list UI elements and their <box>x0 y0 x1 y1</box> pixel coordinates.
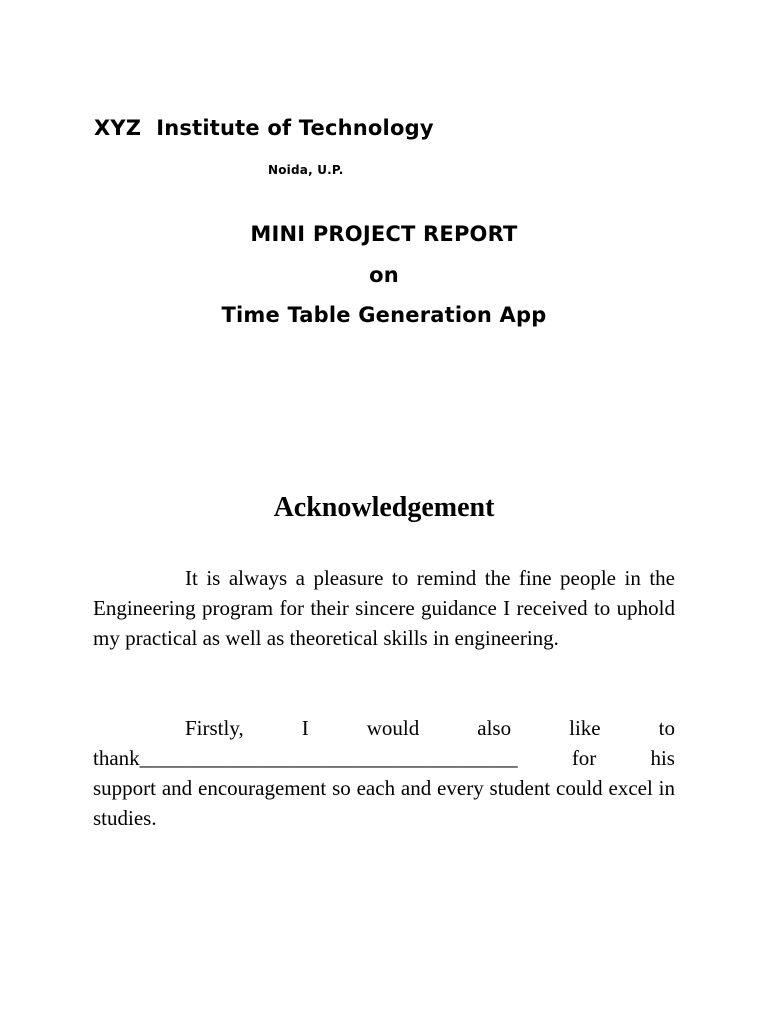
word-would: would <box>366 716 420 740</box>
word-for: for <box>571 746 597 770</box>
word-to: to <box>658 716 675 740</box>
institute-name: XYZ Institute of Technology <box>94 116 434 140</box>
word-i: I <box>301 716 309 740</box>
word-his: his <box>650 746 675 770</box>
project-title: Time Table Generation App <box>221 303 547 327</box>
thank-blank: thank____________________________________ <box>93 746 518 770</box>
institute-location: Noida, U.P. <box>268 163 344 177</box>
paragraph-2-line-1 <box>93 713 675 743</box>
acknowledgement-paragraph-2 <box>93 713 675 833</box>
report-type: MINI PROJECT REPORT <box>250 222 518 246</box>
paragraph-2-rest: support and encouragement so each and every student could excel in studies. <box>93 776 675 830</box>
paragraph-2-word <box>93 713 244 743</box>
report-on: on <box>369 263 399 287</box>
paragraph-1-text: It is always a pleasure to remind the fine people in the Engineering program for their sincere guidance I received to uphold my practical as well as theoretical skills in engineering. <box>93 566 675 650</box>
word-also: also <box>477 716 512 740</box>
paragraph-2-line-2 <box>93 743 675 773</box>
word-like: like <box>569 716 601 740</box>
acknowledgement-heading: Acknowledgement <box>273 492 495 523</box>
word-firstly: Firstly, <box>185 716 244 740</box>
acknowledgement-paragraph-1 <box>93 563 675 653</box>
